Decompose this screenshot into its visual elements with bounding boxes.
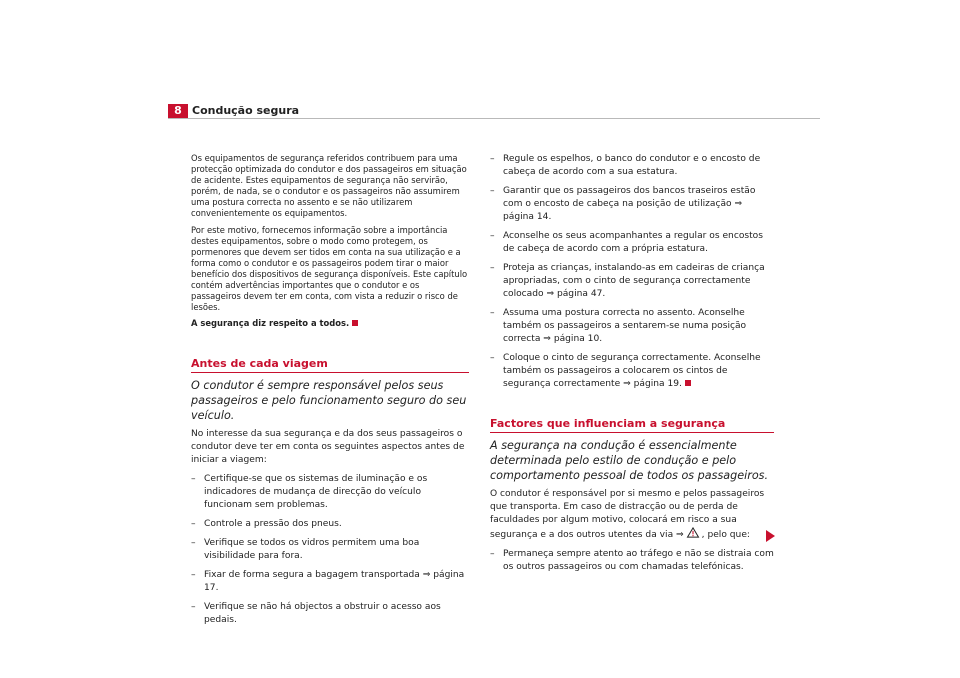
- checklist-left: [191, 473, 469, 627]
- end-square-icon: [352, 320, 358, 326]
- checklist-right-block: [490, 153, 774, 391]
- list-item: [191, 601, 469, 627]
- warning-triangle-icon[interactable]: [686, 527, 700, 538]
- intro-paragraph-2: Por este motivo, fornecemos informação sobre a importância destes equipamentos, sobre o modo como protegem, os pormenores que devem ser tidos em conta na sua utilização e a forma como o condutor e os passageiros podem tirar o maior benefício dos dispositivos de segurança disponíveis. Este capítulo contém advertências importantes que o condutor e os passageiros devem ter em conta, com vista a reduzir o risco de lesões.: [191, 224, 468, 313]
- page-number: 8: [168, 104, 188, 118]
- section-body-antes: [191, 428, 469, 627]
- list-item-text[interactable]: Coloque o cinto de segurança correctamente. Aconselhe também os passageiros a colocarem os cintos de segurança correctamente ⇒ página 19.: [503, 353, 761, 389]
- dash-mark: –: [191, 538, 196, 549]
- list-item-text: Certifique-se que os sistemas de iluminação e os indicadores de mudança de direcção do veículo funcionam sem problemas.: [204, 474, 428, 511]
- list-item-text: Verifique se não há objectos a obstruir o acesso aos pedais.: [204, 602, 441, 626]
- right-column: [490, 153, 774, 580]
- intro-paragraph-1: Os equipamentos de segurança referidos contribuem para uma protecção optimizada do condutor e dos passageiros em situação de acidente. Estes equipamentos de segurança não servirão, porém, de nada, se o condutor e os passageiros não assumirem uma postura correcta no assento e se não utilizarem convenientemente os equipamentos.: [191, 153, 467, 219]
- list-item: [490, 262, 774, 301]
- list-item: [490, 352, 774, 391]
- section-body-factores: [490, 488, 774, 574]
- dash-mark: –: [191, 602, 196, 613]
- intro-paragraph-3: [191, 318, 469, 329]
- list-item-text: Aconselhe os seus acompanhantes a regular os encostos de cabeça de acordo com a própria estatura.: [503, 231, 763, 254]
- list-item: [490, 230, 774, 256]
- list-item: [191, 518, 469, 531]
- body-text-after-icon: , pelo que:: [701, 530, 750, 540]
- list-item-text: Regule os espelhos, o banco do condutor e o encosto de cabeça de acordo com a sua estatura.: [503, 154, 761, 177]
- section-body-text: [490, 488, 774, 542]
- list-item-text[interactable]: Garantir que os passageiros dos bancos traseiros estão com o encosto de cabeça na posição de utilização ⇒ página 14.: [503, 186, 756, 222]
- next-page-arrow-icon[interactable]: [766, 530, 775, 542]
- list-item: [191, 569, 469, 595]
- intro-paragraph-3-text: A segurança diz respeito a todos.: [191, 318, 350, 329]
- list-item-text: Permaneça sempre atento ao tráfego e não se distraia com os outros passageiros ou com chamadas telefónicas.: [503, 549, 774, 572]
- section-lead-factores: A segurança na condução é essencialmente determinada pelo estilo de condução e pelo comportamento pessoal de todos os passageiros.: [490, 439, 769, 482]
- list-item-text[interactable]: Proteja as crianças, instalando-as em cadeiras de criança apropriadas, com o cinto de segurança correctamente colocado ⇒ página 47.: [503, 263, 765, 299]
- dash-mark: –: [490, 186, 495, 196]
- dash-mark: –: [490, 154, 495, 164]
- list-item-text: Verifique se todos os vidros permitem uma boa visibilidade para fora.: [204, 538, 420, 562]
- checklist-factores: [490, 548, 774, 574]
- dash-mark: –: [490, 549, 495, 559]
- left-column: [191, 153, 469, 633]
- list-item: [191, 537, 469, 563]
- dash-mark: –: [490, 263, 495, 273]
- section-title-antes: Antes de cada viagem: [191, 357, 469, 373]
- list-item-text[interactable]: Assuma uma postura correcta no assento. Aconselhe também os passageiros a sentarem-se numa posição correcta ⇒ página 10.: [503, 308, 747, 344]
- body-text-before-icon: O condutor é responsável por si mesmo e pelos passageiros que transporta. Em caso de distracção ou de perda de faculdades por algum motivo, colocará em risco a sua segurança e a dos outros utentes da via ⇒: [490, 489, 765, 540]
- list-item: [490, 307, 774, 346]
- list-item: [191, 473, 469, 512]
- dash-mark: –: [490, 308, 495, 318]
- dash-mark: –: [490, 353, 495, 363]
- header-rule: [168, 118, 820, 119]
- dash-mark: –: [191, 519, 196, 530]
- checklist-right: [490, 153, 774, 391]
- list-item-text[interactable]: Fixar de forma segura a bagagem transportada ⇒ página 17.: [204, 570, 465, 594]
- list-item-text: Controle a pressão dos pneus.: [204, 519, 342, 530]
- section-body-text: No interesse da sua segurança e da dos seus passageiros o condutor deve ter em conta os seguintes aspectos antes de iniciar a viagem:: [191, 429, 465, 466]
- section-lead-antes: O condutor é sempre responsável pelos seus passageiros e pelo funcionamento seguro do seu veículo.: [191, 379, 467, 423]
- dash-mark: –: [191, 474, 196, 485]
- list-item: [490, 548, 774, 574]
- list-item: [490, 153, 774, 179]
- dash-mark: –: [490, 231, 495, 241]
- chapter-title: Condução segura: [192, 104, 300, 117]
- list-item: [490, 185, 774, 224]
- section-title-factores: Factores que influenciam a segurança: [490, 417, 774, 433]
- dash-mark: –: [191, 570, 196, 581]
- end-square-icon: [685, 380, 691, 386]
- intro-block: [191, 153, 469, 329]
